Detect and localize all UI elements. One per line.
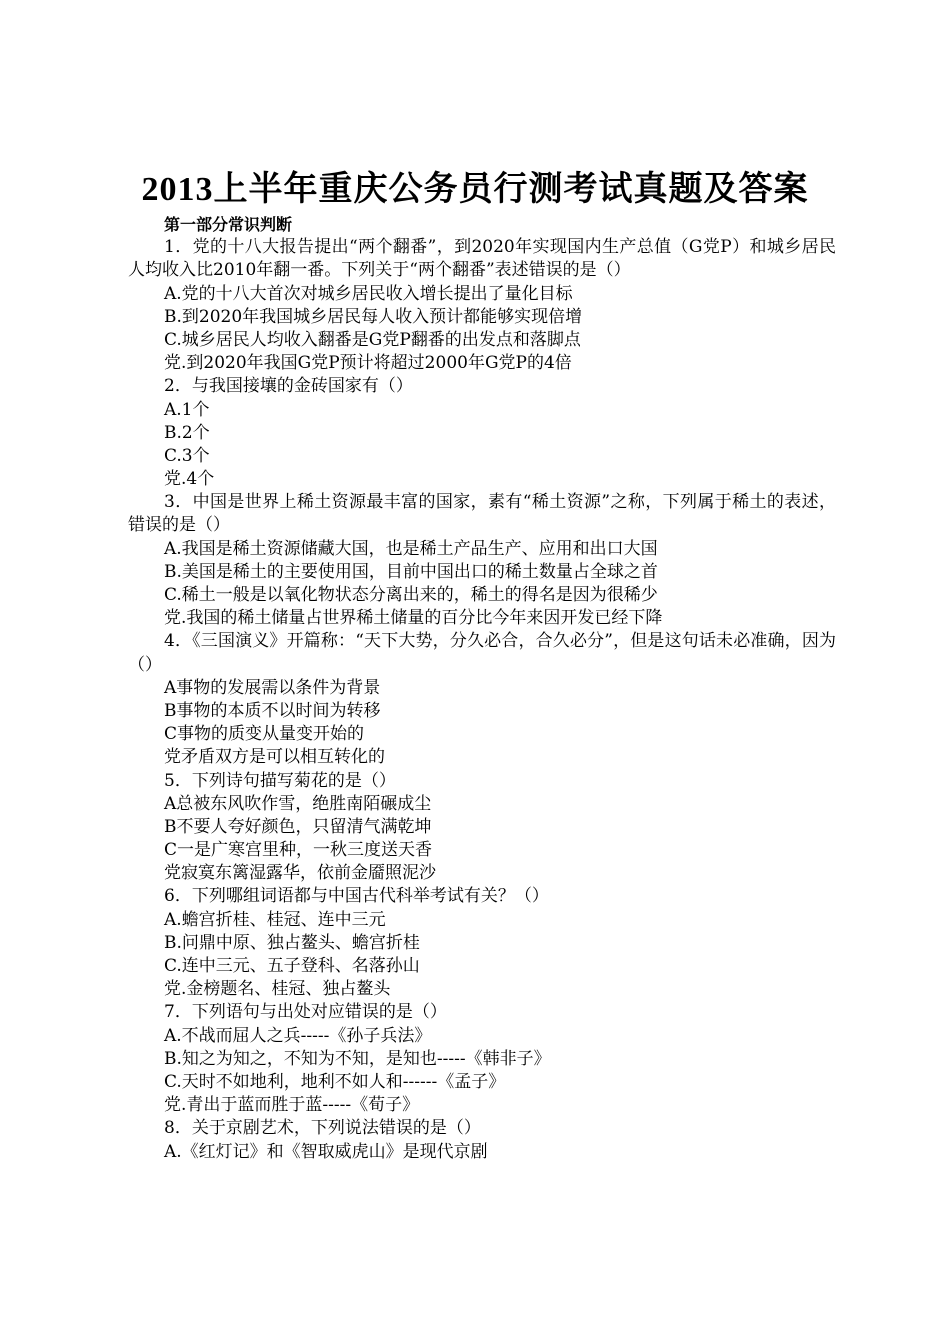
document-body (128, 213, 836, 1164)
option-a: A总被东风吹作雪，绝胜南陌碾成尘 (164, 793, 432, 814)
option-a: A.不战而屈人之兵-----《孙子兵法》 (164, 1025, 432, 1046)
option-a: A事物的发展需以条件为背景 (164, 677, 381, 698)
section-heading: 第一部分常识判断 (164, 215, 293, 234)
option-b: B事物的本质不以时间为转移 (164, 700, 381, 721)
document-title: 2013上半年重庆公务员行测考试真题及答案 (141, 171, 809, 208)
option-d: 党.金榜题名、桂冠、独占鳌头 (164, 979, 391, 1000)
option-b: B.到2020年我国城乡居民每人收入预计都能够实现倍增 (164, 306, 583, 327)
question-stem: 3．中国是世界上稀土资源最丰富的国家，素有“稀土资源”之称，下列属于稀土的表述，错误的是（） (128, 492, 836, 536)
option-b: B.美国是稀土的主要使用国，目前中国出口的稀土数量占全球之首 (164, 561, 658, 582)
option-c: C一是广寒宫里种，一秋三度送天香 (164, 840, 433, 861)
option-a: A.《红灯记》和《智取威虎山》是现代京剧 (164, 1141, 488, 1162)
option-a: A.党的十八大首次对城乡居民收入增长提出了量化目标 (164, 283, 573, 304)
option-b: B.知之为知之，不知为不知，是知也-----《韩非子》 (164, 1048, 551, 1069)
option-c: C.城乡居民人均收入翻番是G党P翻番的出发点和落脚点 (164, 329, 581, 350)
option-d: 党.到2020年我国G党P预计将超过2000年G党P的4倍 (164, 353, 572, 374)
option-d: 党.4个 (164, 469, 215, 490)
option-b: B.2个 (164, 422, 210, 443)
option-a: A.我国是稀土资源储藏大国，也是稀土产品生产、应用和出口大国 (164, 538, 658, 559)
question-6 (128, 885, 836, 1001)
option-c: C.天时不如地利，地利不如人和------《孟子》 (164, 1071, 506, 1092)
option-c: C.3个 (164, 445, 210, 466)
question-stem: 7．下列语句与出处对应错误的是（） (164, 1002, 447, 1023)
question-3 (128, 491, 836, 630)
option-c: C事物的质变从量变开始的 (164, 724, 365, 745)
question-7 (128, 1001, 836, 1117)
question-stem: 6．下列哪组词语都与中国古代科举考试有关？（） (164, 886, 549, 907)
option-d: 党寂寞东篱湿露华，依前金靥照泥沙 (164, 863, 436, 884)
option-a: A.1个 (164, 399, 210, 420)
question-1 (128, 236, 836, 375)
question-8 (128, 1117, 836, 1163)
question-stem: 5．下列诗句描写菊花的是（） (164, 770, 396, 791)
option-d: 党矛盾双方是可以相互转化的 (164, 747, 385, 768)
question-5 (128, 770, 836, 886)
question-stem: 8．关于京剧艺术，下列说法错误的是（） (164, 1118, 481, 1139)
option-c: C.稀土一般是以氧化物状态分离出来的，稀土的得名是因为很稀少 (164, 585, 658, 606)
question-stem: 1．党的十八大报告提出“两个翻番”，到2020年实现国内生产总值（G党P）和城乡居民人均收入比2010年翻一番。下列关于“两个翻番”表述错误的是（） (128, 237, 836, 281)
question-2 (128, 375, 836, 491)
option-a: A.蟾宫折桂、桂冠、连中三元 (164, 909, 386, 930)
option-b: B不要人夸好颜色，只留清气满乾坤 (164, 816, 432, 837)
option-b: B.问鼎中原、独占鳌头、蟾宫折桂 (164, 932, 420, 953)
question-stem: 2．与我国接壤的金砖国家有（） (164, 376, 413, 397)
question-stem: 4．《三国演义》开篇称：“天下大势，分久必合，合久必分”，但是这句话未必准确，因为（） (128, 631, 836, 675)
option-d: 党.我国的稀土储量占世界稀土储量的百分比今年来因开发已经下降 (164, 608, 663, 629)
question-4 (128, 630, 836, 769)
option-c: C.连中三元、五子登科、名落孙山 (164, 956, 420, 977)
option-d: 党.青出于蓝而胜于蓝-----《荀子》 (164, 1095, 420, 1116)
